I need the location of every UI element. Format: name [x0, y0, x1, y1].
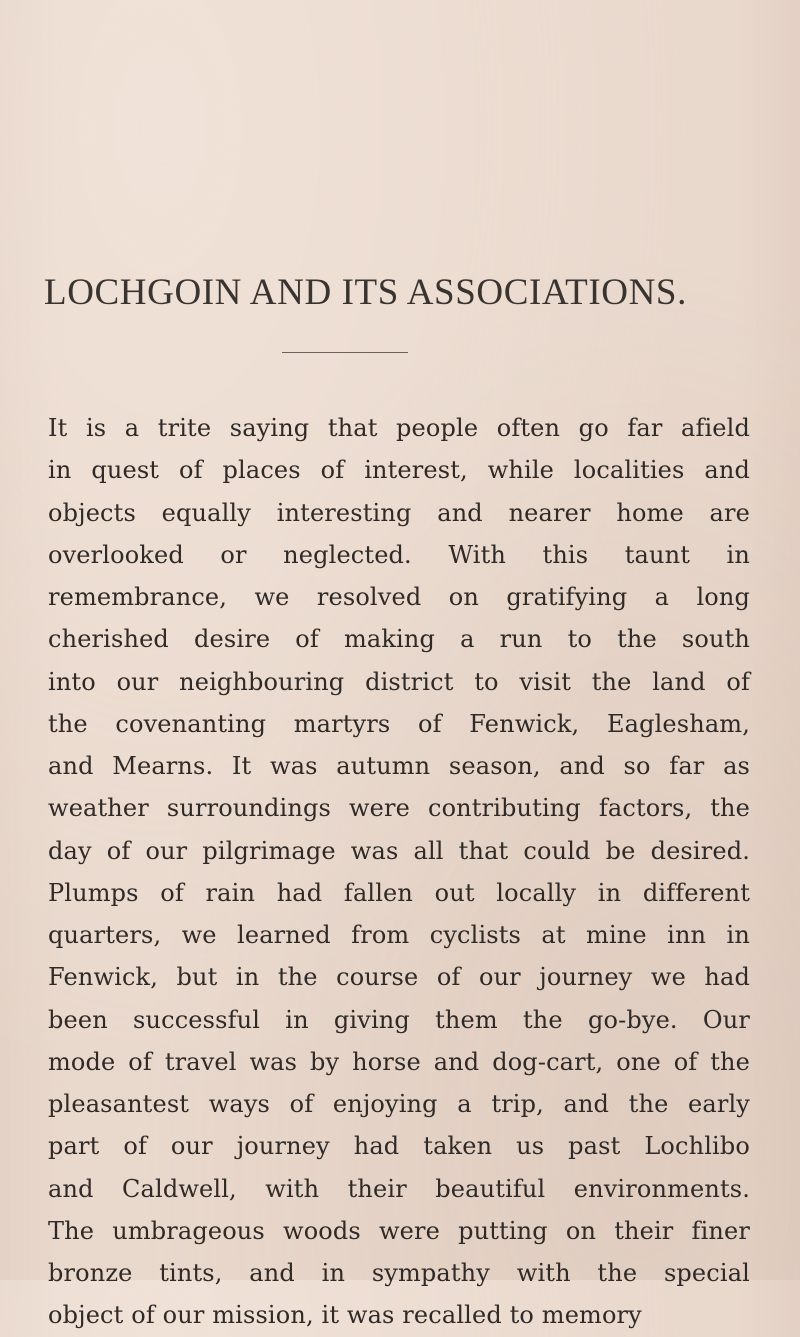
- text-line: overlooked or neglected. With this taunt in: [48, 540, 750, 569]
- text-line: the covenanting martyrs of Fenwick, Eaglesham,: [48, 709, 750, 738]
- text-line: It is a trite saying that people often go far afield: [48, 414, 750, 442]
- text-line: quarters, we learned from cyclists at mine inn in: [48, 921, 750, 949]
- text-line: part of our journey had taken us past Lochlibo: [48, 1132, 750, 1161]
- text-line: in quest of places of interest, while localities and: [48, 456, 750, 485]
- text-line: been successful in giving them the go-bye. Our: [48, 1005, 750, 1034]
- text-line: and Mearns. It was autumn season, and so far as: [48, 752, 750, 780]
- text-line: day of our pilgrimage was all that could be desired.: [48, 836, 750, 865]
- text-line: Fenwick, but in the course of our journey we had: [48, 963, 750, 992]
- text-line: objects equally interesting and nearer home are: [48, 498, 750, 527]
- text-line: bronze tints, and in sympathy with the special: [48, 1259, 750, 1287]
- text-line: cherished desire of making a run to the south: [48, 625, 750, 654]
- title-divider: [282, 352, 408, 353]
- text-line: pleasantest ways of enjoying a trip, and the early: [48, 1090, 750, 1118]
- text-line: object of our mission, it was recalled to memory: [48, 1301, 642, 1330]
- text-line: weather surroundings were contributing factors, the: [48, 794, 750, 823]
- text-line: Plumps of rain had fallen out locally in different: [48, 878, 750, 907]
- text-line: mode of travel was by horse and dog-cart, one of the: [48, 1047, 750, 1076]
- text-line: The umbrageous woods were putting on their finer: [48, 1216, 750, 1245]
- chapter-title: LOCHGOIN AND ITS ASSOCIATIONS.: [44, 272, 687, 313]
- text-line: into our neighbouring district to visit the land of: [48, 667, 750, 696]
- text-line: and Caldwell, with their beautiful environments.: [48, 1174, 750, 1203]
- text-line: remembrance, we resolved on gratifying a long: [48, 583, 750, 611]
- body-text: [48, 407, 750, 1337]
